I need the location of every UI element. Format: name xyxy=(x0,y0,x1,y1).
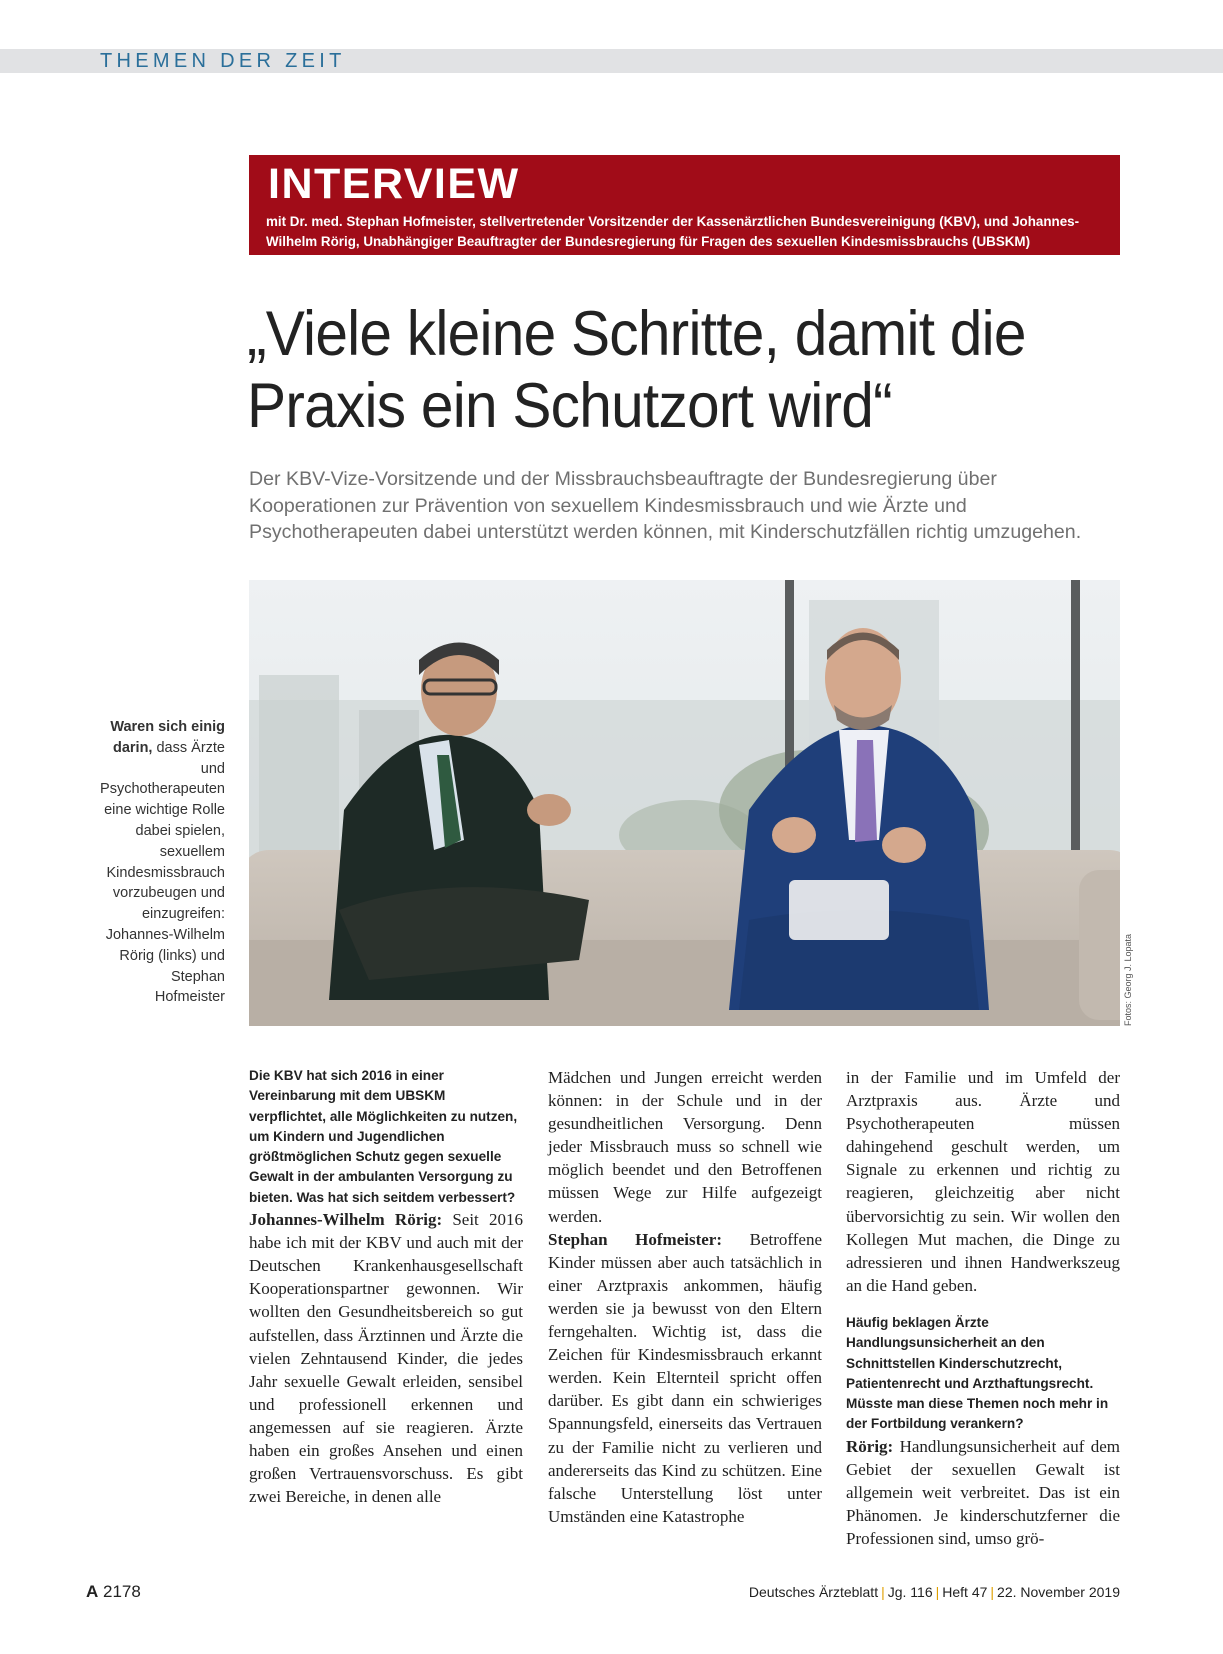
section-title: THEMEN DER ZEIT xyxy=(100,50,346,72)
page-number-value: 2178 xyxy=(103,1582,141,1601)
article-headline: „Viele kleine Schritte, damit die Praxis ein Schutzort wird“ xyxy=(247,299,1026,441)
photo-caption xyxy=(100,717,225,1008)
interview-subtitle: mit Dr. med. Stephan Hofmeister, stellvertretender Vorsitzender der Kassenärztlichen Bundesvereinigung (KBV), und Johannes-Wilhelm Rörig, Unabhängiger Beauftragter der Bundesregierung für Fragen des sexuellen Kindesmissbrauchs (UBSKM) xyxy=(266,214,1080,249)
answer-text: Seit 2016 habe ich mit der KBV und auch mit der Deutschen Krankenhausgesellschaft Kooperationspartner gewonnen. Wir wollten den Gesundheitsbereich so gut aufstellen, dass Ärztinnen und Ärzte die vielen Zehntausend Kinder, die jedes Jahr sexuelle Gewalt erleiden, sensibel und professionell erkennen und angemessen auf sie reagieren. Ärzte haben ein großes Ansehen und einen großen Vertrauensvorschuss. Es gibt zwei Bereiche, in denen alle xyxy=(249,1210,523,1507)
speaker-name: Rörig: xyxy=(846,1436,894,1456)
caption-text: dass Ärzte und Psychotherapeuten eine wichtige Rolle dabei spielen, sexuellem Kindesmissbrauch vorzubeugen und einzugreifen: Johannes-Wilhelm Rörig (links) und Stephan Hofmeister xyxy=(100,739,225,1006)
answer-text: Handlungsunsicherheit auf dem Gebiet der sexuellen Gewalt ist allgemein weit verbreitet. Das ist ein Phänomen. Je kinderschutzferner die Professionen sind, umso grö- xyxy=(846,1436,1120,1549)
photo-credit: Fotos: Georg J. Lopata xyxy=(1123,933,1133,1026)
journal-name: Deutsches Ärzteblatt xyxy=(748,1584,879,1600)
page-number xyxy=(86,1582,141,1602)
answer-paragraph xyxy=(548,1228,822,1528)
text-column-1 xyxy=(249,1066,523,1508)
interview-box xyxy=(249,155,1120,255)
journal-issue: Heft 47 xyxy=(942,1584,988,1600)
speaker-name: Stephan Hofmeister: xyxy=(548,1229,722,1249)
answer-paragraph xyxy=(846,1435,1120,1550)
text-column-3 xyxy=(846,1066,1120,1550)
interview-question: Häufig beklagen Ärzte Handlungsunsicherheit an den Schnittstellen Kinderschutzrecht, Patientenrecht und Arzthaftungsrecht. Müsste man diese Themen noch mehr in der Fortbildung verankern? xyxy=(846,1314,1109,1432)
caption-bold: Waren sich einig darin, xyxy=(110,719,225,756)
answer-paragraph xyxy=(249,1208,523,1508)
article-lead: Der KBV-Vize-Vorsitzende und der Missbrauchsbeauftragte der Bundesregierung über Kooperationen zur Prävention von sexuellem Kindesmissbrauch und wie Ärzte und Psychotherapeuten dabei unterstützt werden können, mit Kinderschutzfällen richtig umzugehen. xyxy=(249,468,1082,543)
journal-footer: Deutsches Ärzteblatt | Jg. 116 | Heft 47 | 22. November 2019 xyxy=(748,1584,1120,1600)
journal-date: 22. November 2019 xyxy=(997,1584,1120,1600)
interview-heading: INTERVIEW xyxy=(268,160,520,208)
answer-text: Betroffene Kinder müssen aber auch tatsächlich in einer Arztpraxis ankommen, häufig werden sie ja bewusst von den Eltern ferngehalten. Wichtig ist, dass die Zeichen für Kindesmissbrauch erkannt werden. Kein Elternteil spricht offen darüber. Es gibt dann ein schwieriges Spannungsfeld, einerseits das Vertrauen zu der Familie nicht zu verlieren und andererseits das Kind zu schützen. Eine falsche Unterstellung löst unter Umständen eine Katastrophe xyxy=(548,1229,822,1526)
journal-volume: Jg. 116 xyxy=(887,1584,933,1600)
page-prefix: A xyxy=(86,1582,99,1601)
photo-illustration xyxy=(249,580,1120,1026)
interview-photo xyxy=(249,580,1120,1026)
interview-question: Die KBV hat sich 2016 in einer Vereinbarung mit dem UBSKM verpflichtet, alle Möglichkeiten zu nutzen, um Kindern und Jugendlichen größtmöglichen Schutz gegen sexuelle Gewalt in der ambulanten Versorgung zu bieten. Was hat sich seitdem verbessert? xyxy=(249,1068,518,1205)
text-column-2 xyxy=(548,1066,822,1528)
speaker-name: Johannes-Wilhelm Rörig: xyxy=(249,1210,443,1230)
answer-text: Mädchen und Jungen erreicht werden können: in der Schule und in der gesundheitlichen Versorgung. Denn jeder Missbrauch muss so schnell wie möglich beendet und den Betroffenen müssen Wege zur Hilfe aufgezeigt werden. xyxy=(548,1068,822,1226)
section-header-bar xyxy=(0,49,1223,73)
answer-text: in der Familie und im Umfeld der Arztpraxis aus. Ärzte und Psychotherapeuten müssen dahingehend geschult werden, um Signale zu erkennen und richtig zu reagieren, gleichzeitig aber nicht übervorsichtig zu sein. Wir wollen den Kollegen Mut machen, die Dinge zu adressieren und ihnen Handwerkszeug an die Hand geben. xyxy=(846,1068,1120,1295)
